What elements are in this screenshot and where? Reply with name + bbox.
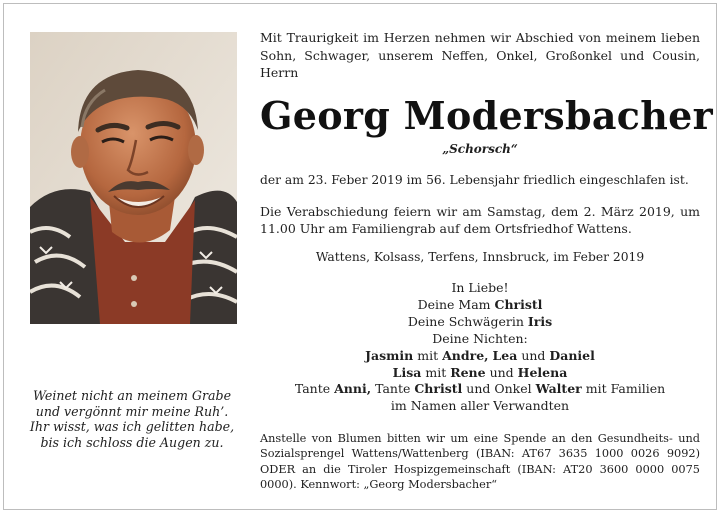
poem-line: und vergönnt mir meine Ruh’. <box>35 403 229 419</box>
sister-in-law-prefix: Deine Schwägerin <box>407 313 524 329</box>
connector: mit <box>425 364 447 380</box>
connector: mit <box>417 347 439 363</box>
niece-name: Jasmin <box>365 347 414 363</box>
child-name: Daniel <box>549 347 595 363</box>
in-love-line: In Liebe! <box>451 280 509 295</box>
poem-line: Weinet nicht an meinem Grabe <box>32 388 232 403</box>
nickname: „Schorsch“ <box>442 142 518 156</box>
poem-line: Ihr wisst, was ich gelitten habe, <box>29 419 235 435</box>
poem <box>18 388 246 450</box>
sister-in-law-line <box>260 314 700 331</box>
niece-name: Lisa <box>392 364 422 380</box>
sister-in-law-name: Iris <box>527 313 553 329</box>
aunt-prefix: Tante <box>375 381 411 397</box>
relatives-line: im Namen aller Verwandten <box>390 398 570 414</box>
child-name: Lea <box>492 347 518 363</box>
mother-prefix: Deine Mam <box>417 296 491 312</box>
mother-line <box>260 297 700 314</box>
place-and-date: Wattens, Kolsass, Terfens, Innsbruck, im Feber 2019 <box>315 250 645 264</box>
poem-line: bis ich schloss die Augen zu. <box>40 434 224 450</box>
donation-request: Anstelle von Blumen bitten wir um eine Spende an den Gesundheits- und Sozialsprengel Wattens/Wattenberg (IBAN: AT67 3635 1000 0026 9092) ODER an die Tiroler Hospizgemeinschaft (IBAN: AT20 3600 0000 0075 0000). Kennwort: „Georg Modersbacher“ <box>260 432 700 492</box>
aunts-uncle-line <box>260 381 700 398</box>
aunt-prefix: Tante <box>294 381 331 397</box>
mourners-list <box>260 280 700 415</box>
partner-name: Andre, <box>442 347 489 363</box>
nieces-label: Deine Nichten: <box>432 330 528 346</box>
uncle-prefix: und Onkel <box>466 381 532 397</box>
farewell-ceremony: Die Verabschiedung feiern wir am Samstag, dem 2. März 2019, um 11.00 Uhr am Familiengrab auf dem Ortsfriedhof Wattens. <box>260 204 700 237</box>
connector: und <box>521 347 546 363</box>
deceased-name: Georg Modersbacher <box>260 93 713 138</box>
portrait-photo <box>30 32 237 324</box>
child-name: Helena <box>517 364 568 380</box>
niece-jasmin-line <box>260 348 700 365</box>
date-of-death: der am 23. Feber 2019 im 56. Lebensjahr friedlich eingeschlafen ist. <box>260 173 689 187</box>
connector: und <box>489 364 514 380</box>
aunt-name: Christl <box>414 381 463 397</box>
niece-lisa-line <box>260 365 700 382</box>
aunt-name: Anni, <box>334 381 372 397</box>
mother-name: Christl <box>494 296 543 312</box>
obituary-notice <box>3 3 717 510</box>
families-suffix: mit Familien <box>585 381 666 397</box>
intro-text: Mit Traurigkeit im Herzen nehmen wir Abschied von meinem lieben Sohn, Schwager, unserem Neffen, Onkel, Großonkel und Cousin, Herrn <box>260 30 700 81</box>
uncle-name: Walter <box>535 381 582 397</box>
partner-name: Rene <box>450 364 486 380</box>
